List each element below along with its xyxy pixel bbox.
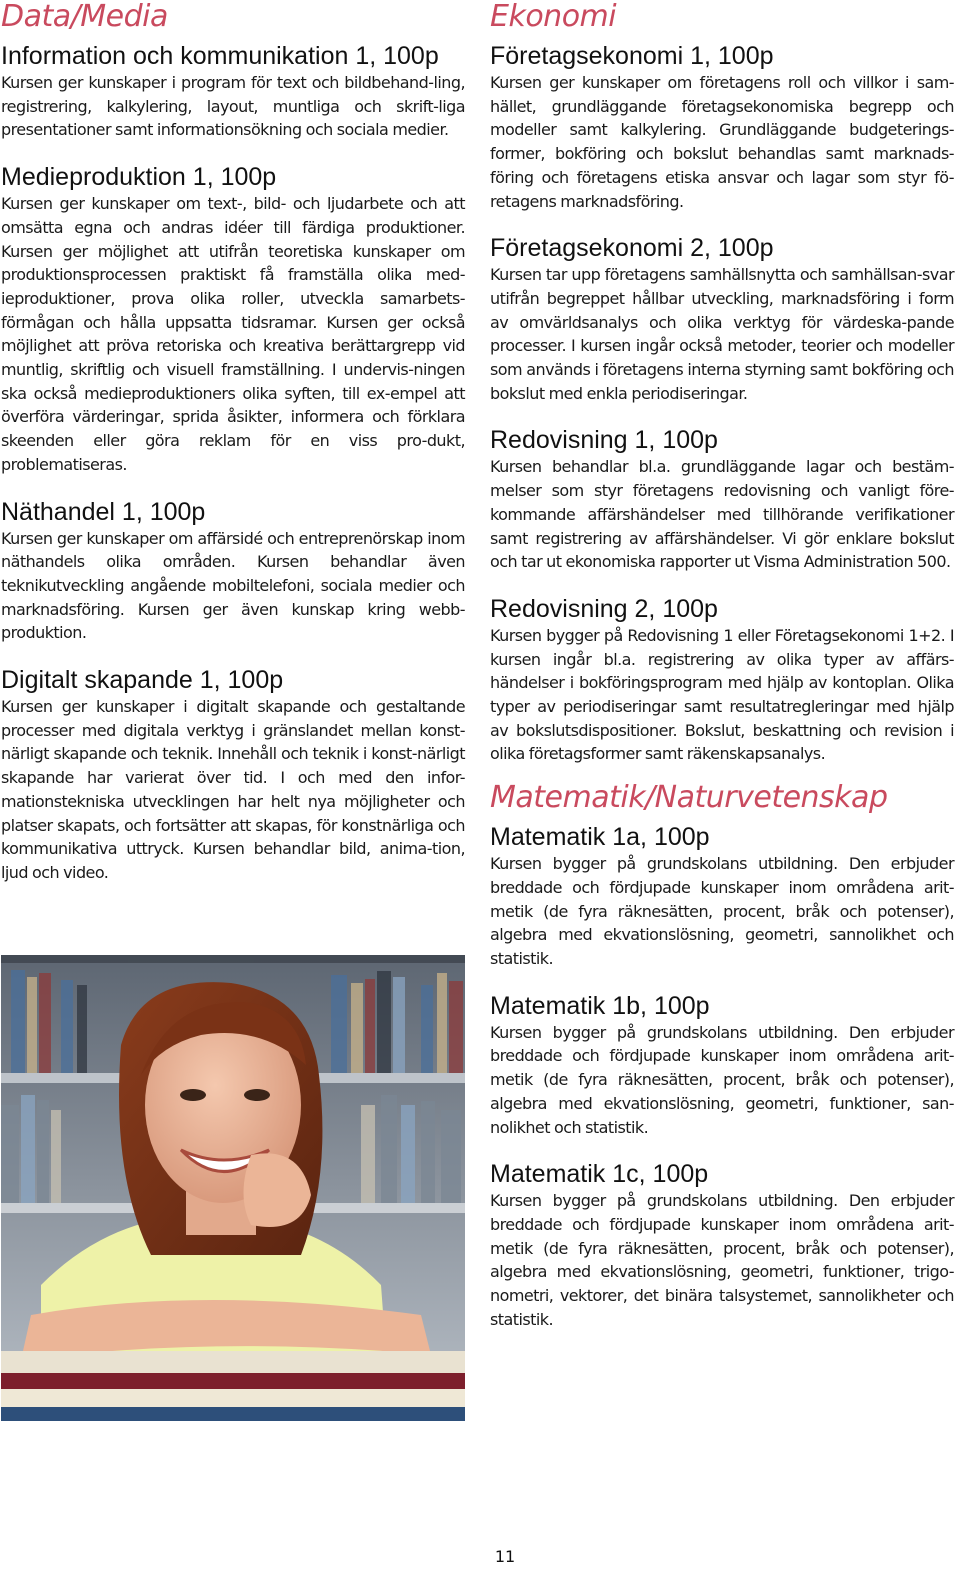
course-redovisning-1 — [490, 425, 954, 574]
course-description: Kursen ger kunskaper om affärsidé och entreprenörskap inom näthandels olika områden. Kursen behandlar även teknikutveckling angående mobiltelefoni, sociala medier och marknadsföring. Kursen ger även kunskap kring webb-produktion. — [1, 528, 465, 643]
course-title: Medieproduktion 1, 100p — [1, 163, 277, 192]
course-title: Digitalt skapande 1, 100p — [1, 666, 284, 695]
course-description: Kursen ger kunskaper om företagens roll och villkor i sam-hället, grundläggande företagsekonomiska begrepp och modeller samt kalkylering. Grundläggande budgeterings-former, bokföring och bokslut behandlas samt marknads-föring och företagens etiska ansvar och lagar som styr fö-retagens marknadsföring. — [490, 73, 954, 211]
course-description: Kursen behandlar bl.a. grundläggande lagar och bestäm-melser som styr företagens redovisning och vanligt före-kommande affärshändelser med tillhörande verifikationer samt registrering av affärshändelser. Vi gör enklare bokslut och tar ut ekonomiska rapporter ut Visma Administration 500. — [490, 457, 954, 572]
course-description: Kursen ger kunskaper om text-, bild- och ljudarbete och att omsätta egna och andras idéer till färdiga produktioner. Kursen ger möjlighet att utifrån teoretiska kunskaper om produktionsprocessen praktiskt få framställa olika med-ieproduktioner, prova olika roller, utveckla samarbets-förmågan och hålla uppsatta tidsramar. Kursen ger också möjlighet att pröva retoriska och kreativa berättargrepp vid muntlig, skriftlig och visuell framställning. I undervis-ningen ska också medieproduktioners olika syften, till ex-empel att överföra värderingar, sprida åsikter, informera och förklara skeenden eller göra reklam för en viss pro-dukt, problematiseras. — [1, 194, 465, 474]
course-title: Information och kommunikation 1, 100p — [1, 42, 439, 70]
page-number: 11 — [494, 1547, 516, 1566]
course-title: Matematik 1b, 100p — [490, 991, 710, 1020]
course-title: Matematik 1c, 100p — [490, 1160, 709, 1189]
course-digitalt-skapande — [1, 665, 465, 885]
course-description: Kursen bygger på Redovisning 1 eller Företagsekonomi 1+2. I kursen ingår bl.a. registrering av olika typer av affärs-händelser i bokföringsprogram med hjälp av kontoplan. Olika typer av periodiseringar samt resultatregleringar med hjälp av bokslutsdispositioner. Bokslut, beskattning och revision i olika företagsformer samt räkenskapsanalys. — [490, 625, 954, 764]
course-title: Redovisning 1, 100p — [490, 426, 718, 455]
course-information-kommunikation — [1, 41, 465, 142]
course-nathandel — [1, 497, 465, 646]
course-description: Kursen bygger på grundskolans utbildning. Den erbjuder breddade och fördjupade kunskaper inom områdena arit-metik (de fyra räknesätten, procent, bråk och potenser), algebra med ekvationslösning, geometri, funktioner, san-nolikhet och statistik. — [490, 1022, 954, 1137]
course-redovisning-2 — [490, 594, 954, 766]
course-foretagsekonomi-1 — [490, 41, 954, 213]
student-photo — [1, 955, 465, 1421]
course-title: Företagsekonomi 2, 100p — [490, 234, 774, 263]
course-title: Redovisning 2, 100p — [490, 594, 718, 623]
category-title-data-media: Data/Media — [1, 0, 168, 34]
course-title: Näthandel 1, 100p — [1, 497, 206, 526]
course-description: Kursen ger kunskaper i program för text och bildbehand-ling, registrering, kalkylering, layout, muntliga och skrift-liga presentationer samt informationsökning och sociala medier. — [1, 73, 465, 140]
category-title-matematik-naturvetenskap: Matematik/Naturvetenskap — [490, 780, 888, 816]
course-title: Företagsekonomi 1, 100p — [490, 42, 774, 70]
course-description: Kursen bygger på grundskolans utbildning. Den erbjuder breddade och fördjupade kunskaper inom områdena arit-metik (de fyra räknesätten, procent, bråk och potenser), algebra med ekvationslösning, geometri, sannolikhet och statistik. — [490, 854, 954, 968]
course-matematik-1c — [490, 1159, 954, 1331]
left-column — [1, 0, 465, 885]
right-column — [490, 0, 954, 1331]
category-title-ekonomi: Ekonomi — [490, 0, 617, 34]
course-medieproduktion — [1, 162, 465, 476]
course-title: Matematik 1a, 100p — [490, 823, 710, 852]
course-matematik-1b — [490, 991, 954, 1140]
course-description: Kursen tar upp företagens samhällsnytta och samhällsan-svar utifrån begreppet hållbar utveckling, marknadsföring i form av omvärldsanalys och olika verktyg för värdeska-pande processer. I kursen ingår också metoder, teorier och modeller som används i företagens interna styrning samt bokföring och bokslut med enkla periodiseringar. — [490, 265, 954, 403]
course-matematik-1a — [490, 822, 954, 971]
course-foretagsekonomi-2 — [490, 233, 954, 405]
course-description: Kursen bygger på grundskolans utbildning. Den erbjuder breddade och fördjupade kunskaper inom områdena arit-metik (de fyra räknesätten, procent, bråk och potenser), algebra med ekvationslösning, geometri, funktioner, trigo-nometri, vektorer, det binära talsystemet, sannolikheter och statistik. — [490, 1191, 954, 1329]
course-description: Kursen ger kunskaper i digitalt skapande och gestaltande processer med digitala verktyg i gränslandet mellan konst-närligt skapande och teknik. Innehåll och teknik i konst-närligt skapande har varierat över tid. I och med den infor-mationstekniska utvecklingen har helt nya möjligheter och platser skapats, och fortsätter att skapas, för konstnärliga och kommunikativa uttryck. Kursen behandlar bild, anima-tion, ljud och video. — [1, 697, 465, 882]
